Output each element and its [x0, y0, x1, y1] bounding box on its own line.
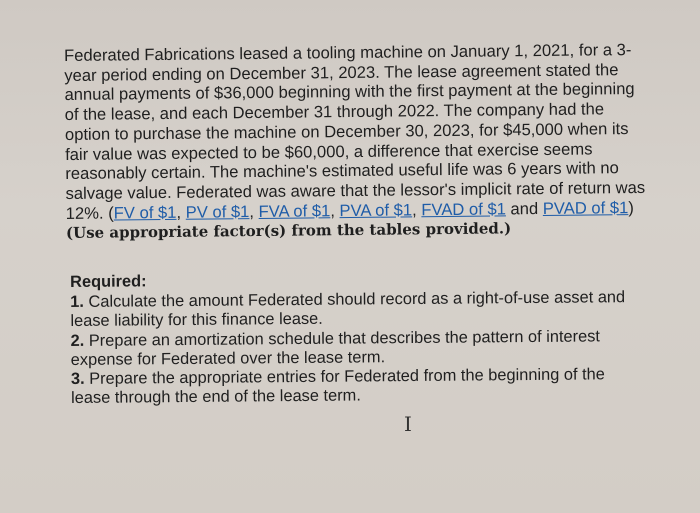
text-cursor-icon: I [404, 412, 412, 436]
link-pv-of-1[interactable]: PV of $1 [185, 201, 250, 222]
link-pva-of-1[interactable]: PVA of $1 [339, 199, 413, 220]
required-item-3: 3. Prepare the appropriate entries for Federated from the beginning of the lease through the end of the lease term. [70, 365, 605, 408]
link-fvad-of-1[interactable]: FVAD of $1 [421, 199, 506, 219]
required-section [70, 268, 631, 408]
link-fv-of-1[interactable]: FV of $1 [113, 202, 177, 223]
required-item-1: 1. Calculate the amount Federated should record as a right-of-use asset and lease liability for this finance lease. [70, 288, 626, 331]
tables-note: (Use appropriate factor(s) from the tables provided.) [65, 219, 512, 243]
required-item-2: 2. Prepare an amortization schedule that describes the pattern of interest expense for Federated over the lease term. [70, 326, 601, 369]
link-pvad-of-1[interactable]: PVAD of $1 [542, 197, 629, 218]
link-fva-of-1[interactable]: FVA of $1 [258, 200, 331, 221]
required-heading: Required: [70, 272, 147, 291]
problem-statement: Federated Fabrications leased a tooling machine on January 1, 2021, for a 3-year period ending on December 31, 2023. The lease agreement stated the annual payments of $36,000 beginning with the first payment at the beginning of the lease, and each December 31 through 2022. The company had the option to purchase the machine on December 30, 2023, for $45,000 when its fair value was expected to be $60,000, a difference that exercise seems reasonably certain. The machine's estimated useful life was 6 years with no salvage value. Federated was aware that the lessor's implicit rate of return was 12%. (FV of $1, PV of $1, FVA of $1, PVA of $1, FVAD of $1 and PVAD of $1) (Use appropriate factor(s) from the tables provided.) [64, 40, 646, 243]
problem-text: Federated Fabrications leased a tooling machine on January 1, 2021, for a 3-year period ending on December 31, 2023. The lease agreement stated the annual payments of $36,000 beginning with the first payment at the beginning of the lease, and each December 31 through 2022. The company had the option to purchase the machine on December 30, 2023, for $45,000 when its fair value was expected to be $60,000, a difference that exercise seems reasonably certain. The machine's estimated useful life was 6 years with no salvage value. Federated was aware that the lessor's implicit rate of return was 12%. [64, 40, 646, 223]
